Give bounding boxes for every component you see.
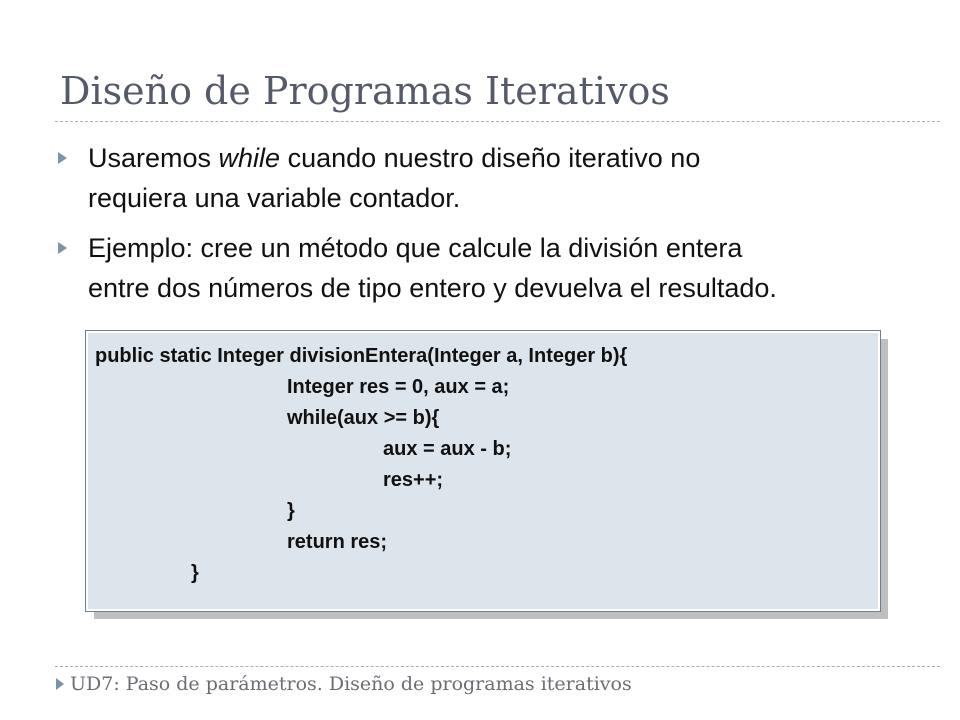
- bullet-text: requiera una variable contador.: [88, 183, 461, 213]
- code-line: Integer res = 0, aux = a;: [287, 376, 510, 398]
- triangle-bullet-icon: [56, 678, 64, 690]
- code-line: return res;: [287, 531, 388, 553]
- bullet-text: Ejemplo: cree un método que calcule la división entera: [88, 233, 743, 263]
- slide-title: Diseño de Programas Iterativos: [60, 69, 670, 113]
- code-line: public static Integer divisionEntera(Integer a, Integer b){: [95, 345, 628, 367]
- footer-divider: [55, 666, 940, 667]
- code-line: }: [287, 500, 295, 522]
- bullet-item-while: [58, 138, 938, 218]
- code-box: [86, 331, 880, 611]
- bullet-text: Usaremos: [88, 143, 219, 173]
- footer-text: UD7: Paso de parámetros. Diseño de programas iterativos: [70, 673, 632, 695]
- code-line: aux = aux - b;: [383, 438, 512, 460]
- bullet-text: entre dos números de tipo entero y devuelva el resultado.: [88, 273, 777, 303]
- bullet-list: [58, 138, 938, 318]
- bullet-line: [88, 138, 938, 178]
- code-line: }: [191, 562, 199, 584]
- triangle-bullet-icon: [58, 152, 67, 164]
- triangle-bullet-icon: [58, 242, 67, 254]
- footer: [56, 670, 936, 700]
- keyword-while: while: [218, 143, 281, 173]
- code-line: res++;: [383, 469, 444, 491]
- title-divider: [55, 121, 940, 122]
- code-line: while(aux >= b){: [287, 407, 440, 429]
- bullet-text: cuando nuestro diseño iterativo no: [280, 143, 701, 173]
- bullet-item-example: [58, 228, 938, 308]
